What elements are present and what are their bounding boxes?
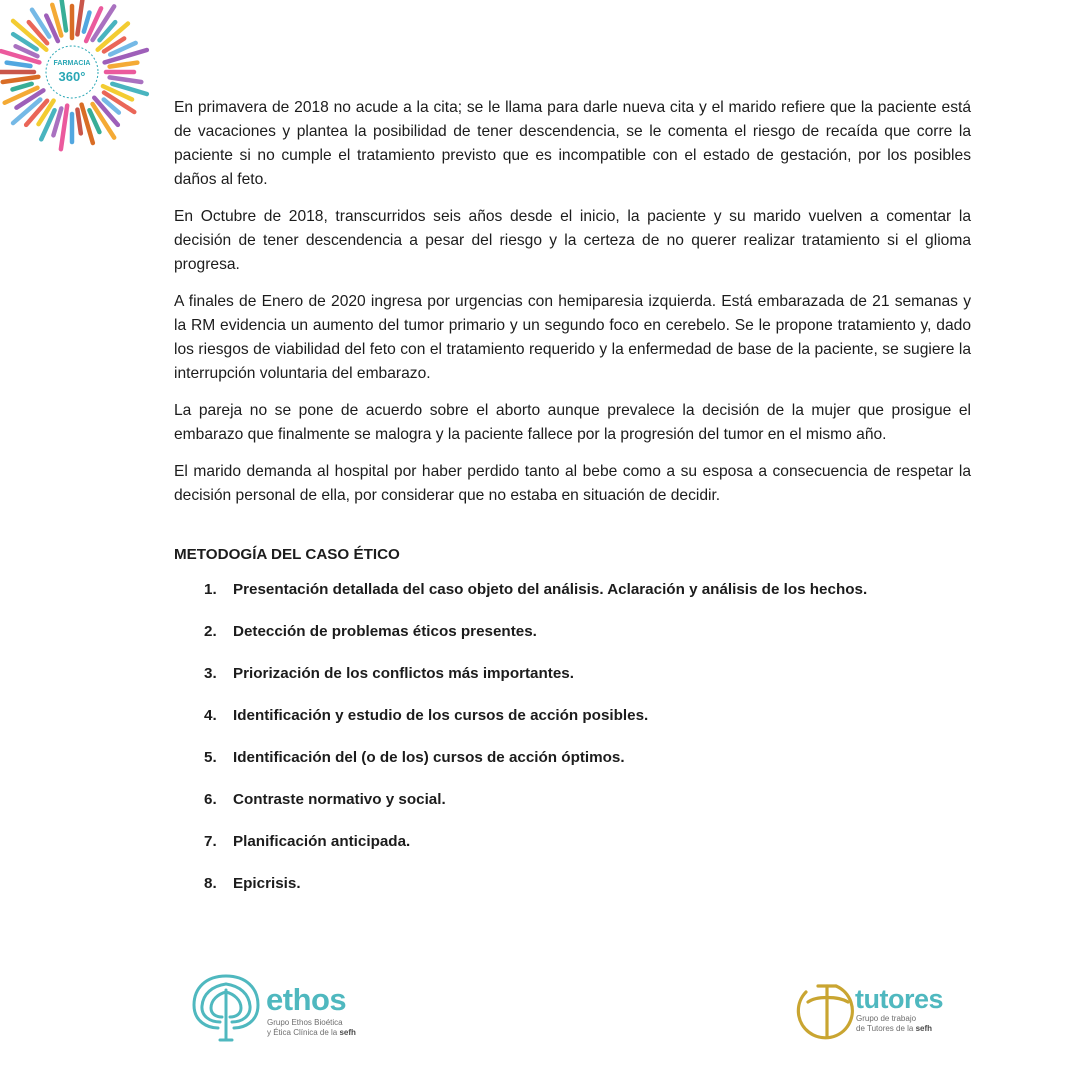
list-item [174,664,971,706]
ethos-sub-line2 [267,1028,367,1038]
paragraph: El marido demanda al hospital por haber perdido tanto al bebe como a su esposa a consecuencia de respetar la decisión personal de ella, por considerar que no estaba en situación de decidir. [174,463,971,504]
ethos-sub-line1: Grupo Ethos Bioética [267,1018,343,1027]
step-number: 5. [204,749,217,766]
paragraph: La pareja no se pone de acuerdo sobre el aborto aunque prevalece la decisión de la mujer que prosigue el embarazo que finalmente se malogra y la paciente fallece por la progresión del tumor en el mismo año. [174,402,971,443]
ethos-sub-brand: sefh [339,1028,356,1037]
step-text: Detección de problemas éticos presentes. [233,623,537,640]
step-number: 7. [204,833,217,850]
step-text: Contraste normativo y social. [233,791,446,808]
step-text: Epicrisis. [233,875,301,892]
tutores-sub-line1: Grupo de trabajo [856,1014,917,1023]
paragraph: A finales de Enero de 2020 ingresa por urgencias con hemiparesia izquierda. Está embarazada de 21 semanas y la RM evidencia un aumento del tumor primario y un segundo foco en cerebelo. Se le propone tratamiento y, dado los riesgos de viabilidad del feto con el tratamiento requerido y la enfermedad de base de la paciente, se sugiere la interrupción voluntaria del embarazo. [174,293,971,382]
tutores-sub-line2 [856,1024,966,1034]
step-number: 8. [204,875,217,892]
paragraph: En primavera de 2018 no acude a la cita; se le llama para darle nueva cita y el marido refiere que la paciente está de vacaciones y plantea la posibilidad de tener descendencia, se le comenta el riesgo de recaída que corre la paciente si no cumple el tratamiento previsto que es incompatible con el estado de gestación, por los posibles daños al feto. [174,99,971,188]
list-item [174,874,971,916]
tutores-sub-brand: sefh [915,1024,933,1033]
brand-number: 360° [58,69,86,84]
tutores-sub-prefix: de Tutores de la [856,1024,916,1033]
ethos-subtitle [267,1018,367,1038]
paragraph: En Octubre de 2018, transcurridos seis años desde el inicio, la paciente y su marido vuelven a comentar la decisión de tener descendencia a pesar del riesgo y la certeza de no querer realizar tratamiento si el glioma progresa. [174,208,971,273]
list-item [174,832,971,874]
step-number: 4. [204,707,217,724]
tree-icon [190,972,262,1044]
tutores-subtitle [856,1014,966,1034]
methodology-list [174,580,971,916]
step-text: Identificación del (o de los) cursos de acción óptimos. [233,749,625,766]
step-text: Identificación y estudio de los cursos de acción posibles. [233,707,649,724]
ethos-logo [190,972,360,1044]
step-number: 3. [204,665,217,682]
ethos-sub-prefix: y Ética Clínica de la [267,1028,340,1037]
farmacia-360-logo [0,0,150,160]
step-text: Presentación detallada del caso objeto del análisis. Aclaración y análisis de los hechos. [233,581,868,598]
step-text: Planificación anticipada. [233,833,411,850]
list-item [174,748,971,790]
list-item [174,580,971,622]
list-item [174,622,971,664]
ethos-name: ethos [266,982,347,1017]
step-number: 6. [204,791,217,808]
document-body [174,96,971,916]
list-item [174,706,971,748]
step-number: 1. [204,581,217,598]
cross-circle-icon [796,978,858,1044]
tutores-logo [796,978,966,1044]
step-text: Priorización de los conflictos más importantes. [233,665,574,682]
section-heading: METODOGÍA DEL CASO ÉTICO [174,546,400,563]
list-item [174,790,971,832]
tutores-name: tutores [855,984,944,1014]
step-number: 2. [204,623,217,640]
brand-line: FARMACIA [53,60,91,67]
